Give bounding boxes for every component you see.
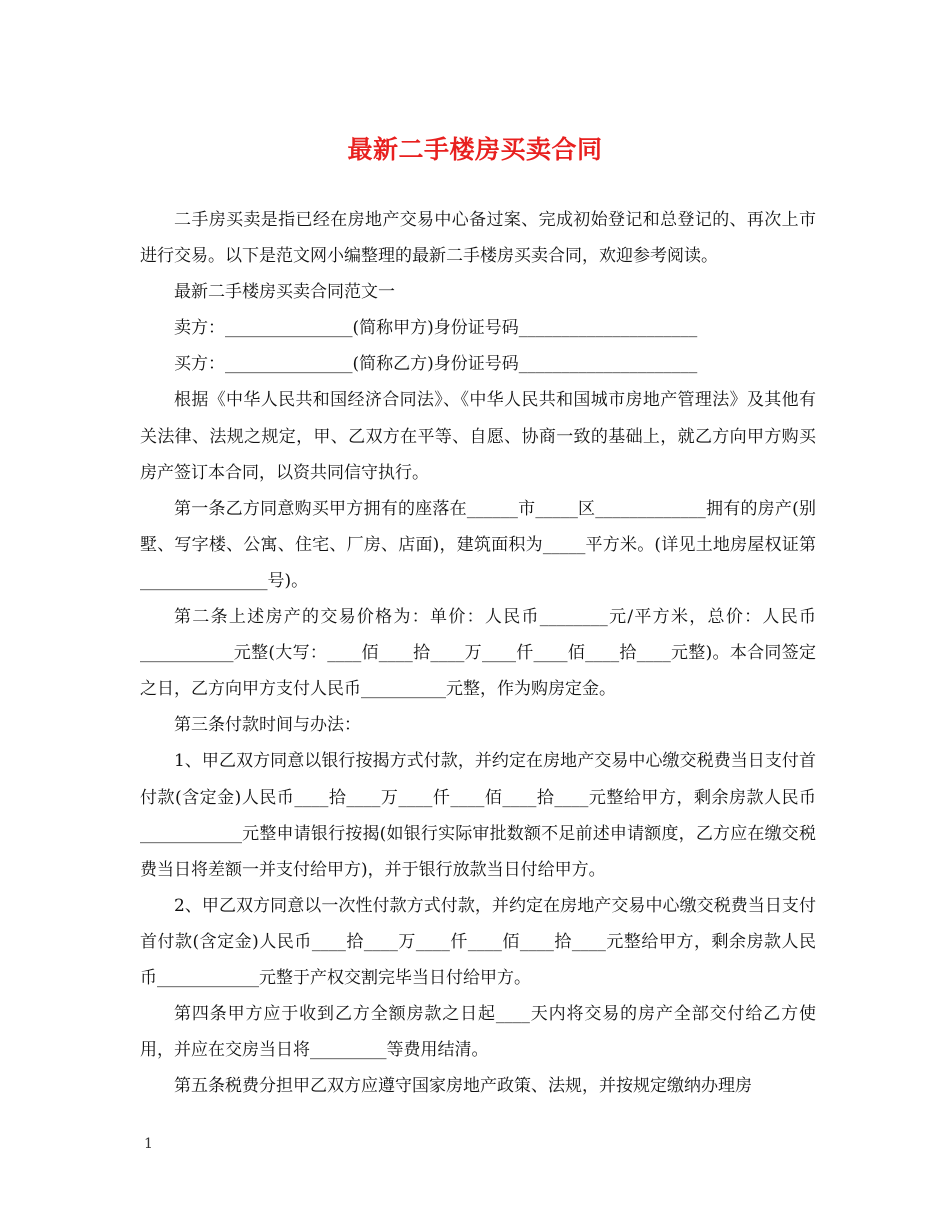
- paragraph-sample-heading: 最新二手楼房买卖合同范文一: [174, 282, 395, 303]
- paragraph-buyer: 买方：_______________(简称乙方)身份证号码_____________________: [174, 354, 698, 375]
- document-body: [140, 202, 816, 1104]
- paragraph-article-4: 第四条甲方应于收到乙方全额房款之日起____天内将交易的房产全部交付给乙方使用，并应在交房当日将_________等费用结清。: [140, 1004, 816, 1061]
- paragraph-article-3-item-2: 2、甲乙双方同意以一次性付款方式付款，并约定在房地产交易中心缴交税费当日支付首付款(含定金)人民币____拾____万____仟____佰____拾____元整给甲方，剩余房款人民币____________元整于产权交割完毕当日付给甲方。: [140, 895, 816, 988]
- page-number: 1: [144, 1136, 153, 1152]
- paragraph-legal-basis: 根据《中华人民共和国经济合同法》、《中华人民共和国城市房地产管理法》及其他有关法律、法规之规定，甲、乙双方在平等、自愿、协商一致的基础上，就乙方向甲方购买房产签订本合同，以资共同信守执行。: [140, 390, 816, 483]
- document-title: 最新二手楼房买卖合同: [347, 135, 603, 164]
- paragraph-article-3-heading: 第三条付款时间与办法：: [174, 715, 361, 736]
- paragraph-article-1: 第一条乙方同意购买甲方拥有的座落在______市_____区_____________拥有的房产(别墅、写字楼、公寓、住宅、厂房、店面)，建筑面积为_____平方米。(详见土地房屋权证第_______________号)。: [140, 498, 816, 591]
- paragraph-intro: 二手房买卖是指已经在房地产交易中心备过案、完成初始登记和总登记的、再次上市进行交易。以下是范文网小编整理的最新二手楼房买卖合同，欢迎参考阅读。: [140, 210, 816, 267]
- paragraph-seller: 卖方：_______________(简称甲方)身份证号码_____________________: [174, 318, 698, 339]
- paragraph-article-3-item-1: 1、甲乙双方同意以银行按揭方式付款，并约定在房地产交易中心缴交税费当日支付首付款(含定金)人民币____拾____万____仟____佰____拾____元整给甲方，剩余房款人民币____________元整申请银行按揭(如银行实际审批数额不足前述申请额度，乙方应在缴交税费当日将差额一并支付给甲方)，并于银行放款当日付给甲方。: [140, 751, 816, 880]
- paragraph-article-2: 第二条上述房产的交易价格为：单价：人民币________元/平方米，总价：人民币___________元整(大写：____佰____拾____万____仟____佰____拾____元整)。本合同签定之日，乙方向甲方支付人民币__________元整，作为购房定金。: [140, 607, 816, 700]
- paragraph-article-5: 第五条税费分担甲乙双方应遵守国家房地产政策、法规，并按规定缴纳办理房: [174, 1076, 752, 1097]
